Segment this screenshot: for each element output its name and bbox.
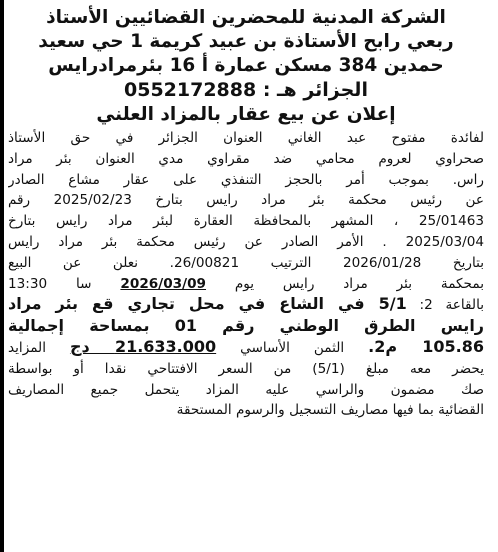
body-line-5: 25/01463 ، المشهر بالمحافظة العقارة لبئر مراد رايس بتارخ [8,213,484,230]
header-line-1: الشركة المدنية للمحضرين القضائيين الأستاذ [46,7,446,28]
body-line-14: القضائية بما فيها مصاريف التسجيل والرسوم المستحقة [176,402,484,419]
body-line-4: عن رئيس محكمة بئر مراد رايس بتارخ 2025/02/23 رقم [8,192,484,209]
base-price-label: الثمن الأساسي [240,339,345,356]
left-border [0,0,4,552]
notice-body [8,128,484,421]
body-line-11 [8,337,484,359]
bidder-label: المزايد [8,339,46,356]
hall-label: بالقاعة 2: [419,297,484,314]
body-line-6: 2025/03/04 . الأمر الصادر عن رئيس محكمة بئر مراد رايس [8,233,484,250]
header-line-2: ربعي رابح الأستاذة بن عبيد كريمة 1 حي سعيد [38,31,454,52]
body-line-1: لفائدة مفتوح عبد الغاني العنوان الجزائر في حق الأستاذ [8,130,484,146]
body-line-13: صك مضمون والراسي عليه المزاد يتحمل جميع المصاريف [8,381,484,398]
body-line-10: رايس الطرق الوطني رقم 01 بمساحة إجمالية [8,316,484,336]
body-line-8 [8,274,484,295]
sale-time: سا 13:30 [8,275,92,292]
header-line-3: حمدين 384 مسكن عمارة أ 16 بئرمرادرايس [48,55,444,76]
body-line-9 [8,294,484,316]
sale-date: 2026/03/09 [120,275,207,292]
header-phone: الجزائر هـ : 0552172888 [124,79,368,101]
body-line-3: راس. بموجب أمر بالحجز التنفذي على عقار مشاع الصادر [8,171,484,188]
body-line-2: صحراوي لعروم محامي ضد مقراوي مدي العنوان بئر مراد [8,150,484,167]
notice-header [8,6,484,128]
share-location: 5/1 في الشاع في محل تجاري قع بئر مراد [8,294,407,314]
area-value: 105.86 م2. [368,336,484,356]
notice-title: إعلان عن بيع عقار بالمزاد العلني [96,104,396,125]
sale-place: بمحكمة بئر مراد رايس يوم [234,275,484,292]
body-line-7: بتاريخ 2026/01/28 الترتيب 26/00821. نعلن عن البيع [8,254,484,271]
body-line-12: يحضر معه مبلغ (5/1) من السعر الافتتاحي نقدا أو بواسطة [8,360,484,377]
base-price: 21.633.000 دج [69,336,217,356]
